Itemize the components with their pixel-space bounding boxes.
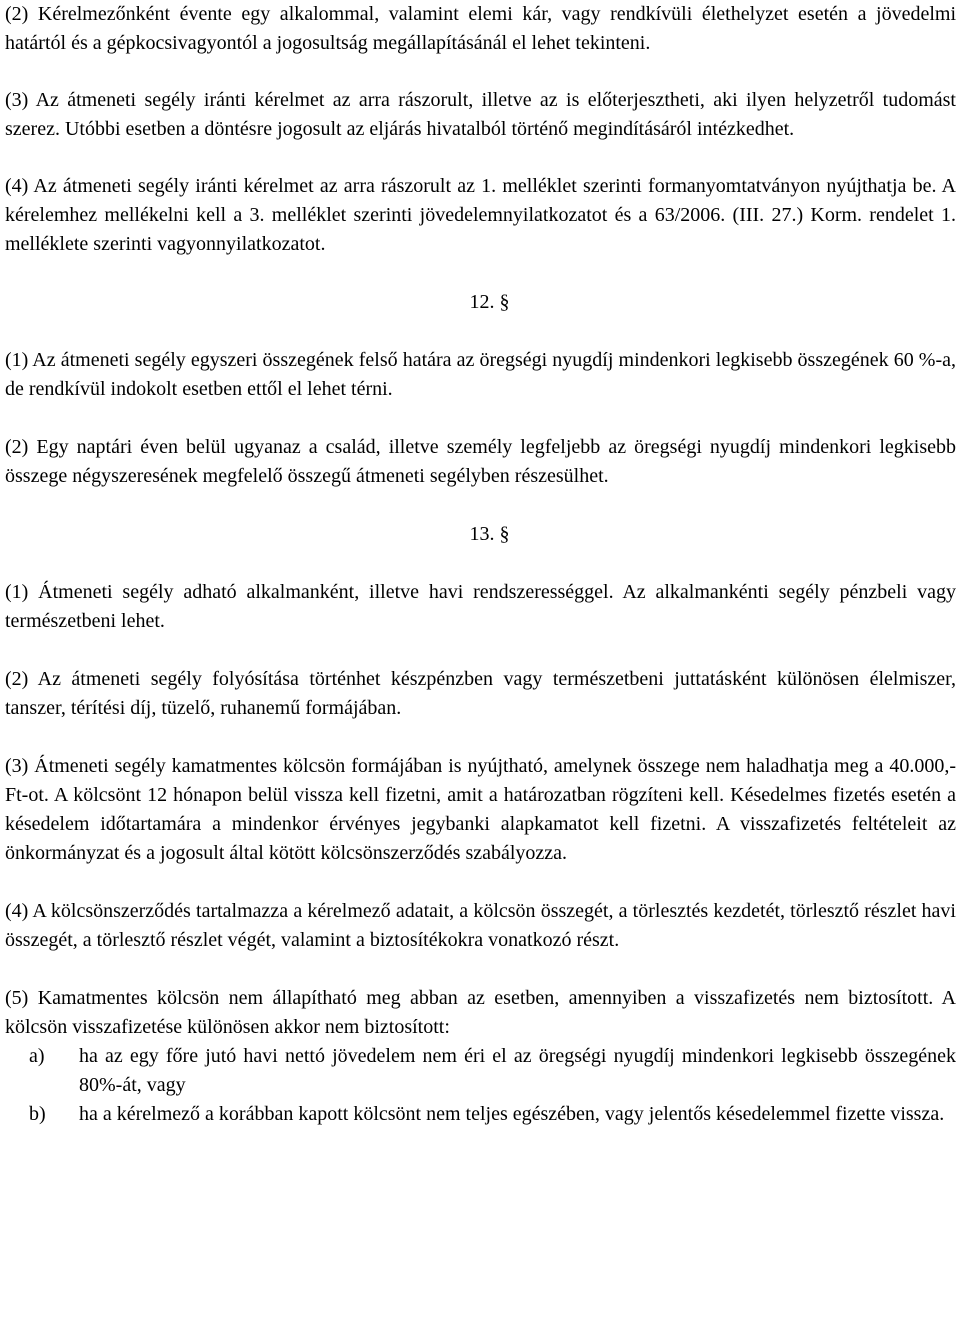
list-marker: a) bbox=[29, 1045, 45, 1067]
paragraph-2-top: (2) Kérelmezőnként évente egy alkalommal, valamint elemi kár, vagy rendkívüli élethelyzet esetén a jövedelmi határtól és a gépkocsivagyontól a jogosultság megállapításánál el lehet tekinteni. bbox=[5, 3, 956, 54]
section-13-paragraph-3: (3) Átmeneti segély kamatmentes kölcsön formájában is nyújtható, amelynek összege nem haladhatja meg a 40.000,- Ft-ot. A kölcsönt 12 hónapon belül vissza kell fizetni, amit a határozatban rögzíteni kell. Késedelmes fizetés esetén a késedelem időtartamára a mindenkor érvényes jegybanki alapkamatot kell fizetni. A visszafizetés feltételeit az önkormányzat és a jogosult által kötött kölcsönszerződés szabályozza. bbox=[5, 755, 956, 864]
section-13-heading: 13. § bbox=[469, 523, 510, 545]
section-13-paragraph-5: (5) Kamatmentes kölcsön nem állapítható meg abban az esetben, amennyiben a visszafizetés nem biztosított. A kölcsön visszafizetése különösen akkor nem biztosított: bbox=[5, 987, 956, 1038]
section-12-heading: 12. § bbox=[469, 291, 510, 313]
list-item-text: ha a kérelmező a korábban kapott kölcsönt nem teljes egészében, vagy jelentős késedelemmel fizette vissza. bbox=[79, 1103, 945, 1125]
list-item bbox=[5, 1042, 956, 1100]
list-item bbox=[5, 1100, 956, 1129]
section-12-paragraph-2: (2) Egy naptári éven belül ugyanaz a család, illetve személy legfeljebb az öregségi nyugdíj mindenkori legkisebb összege négyszeresének megfelelő összegű átmeneti segélyben részesülhet. bbox=[5, 436, 956, 487]
section-13-paragraph-4: (4) A kölcsönszerződés tartalmazza a kérelmező adatait, a kölcsön összegét, a törlesztés kezdetét, törlesztő részlet havi összegét, a törlesztő részlet végét, valamint a biztosítékokra vonatkozó részt. bbox=[5, 900, 956, 951]
paragraph-3-top: (3) Az átmeneti segély iránti kérelmet az arra rászorult, illetve az is előterjesztheti, aki ilyen helyzetről tudomást szerez. Utóbbi esetben a döntésre jogosult az eljárás hivatalból történő megindításáról intézkedhet. bbox=[5, 89, 956, 140]
section-13-paragraph-2: (2) Az átmeneti segély folyósítása történhet készpénzben vagy természetbeni juttatásként különösen élelmiszer, tanszer, térítési díj, tüzelő, ruhanemű formájában. bbox=[5, 668, 956, 719]
paragraph-4-top: (4) Az átmeneti segély iránti kérelmet az arra rászorult az 1. melléklet szerinti formanyomtatványon nyújthatja be. A kérelemhez mellékelni kell a 3. melléklet szerinti jövedelemnyilatkozatot és a 63/2006. (III. 27.) Korm. rendelet 1. melléklete szerinti vagyonnyilatkozatot. bbox=[5, 175, 956, 255]
conditions-list bbox=[5, 1042, 956, 1129]
section-12-paragraph-1: (1) Az átmeneti segély egyszeri összegének felső határa az öregségi nyugdíj mindenkori legkisebb összegének 60 %-a, de rendkívül indokolt esetben ettől el lehet térni. bbox=[5, 349, 956, 400]
document-page bbox=[5, 0, 956, 1129]
section-13-paragraph-1: (1) Átmeneti segély adható alkalmanként, illetve havi rendszerességgel. Az alkalmankénti segély pénzbeli vagy természetbeni lehet. bbox=[5, 581, 956, 632]
list-item-text: ha az egy főre jutó havi nettó jövedelem nem éri el az öregségi nyugdíj mindenkori legkisebb összegének 80%-át, vagy bbox=[79, 1045, 956, 1096]
list-marker: b) bbox=[29, 1103, 46, 1125]
